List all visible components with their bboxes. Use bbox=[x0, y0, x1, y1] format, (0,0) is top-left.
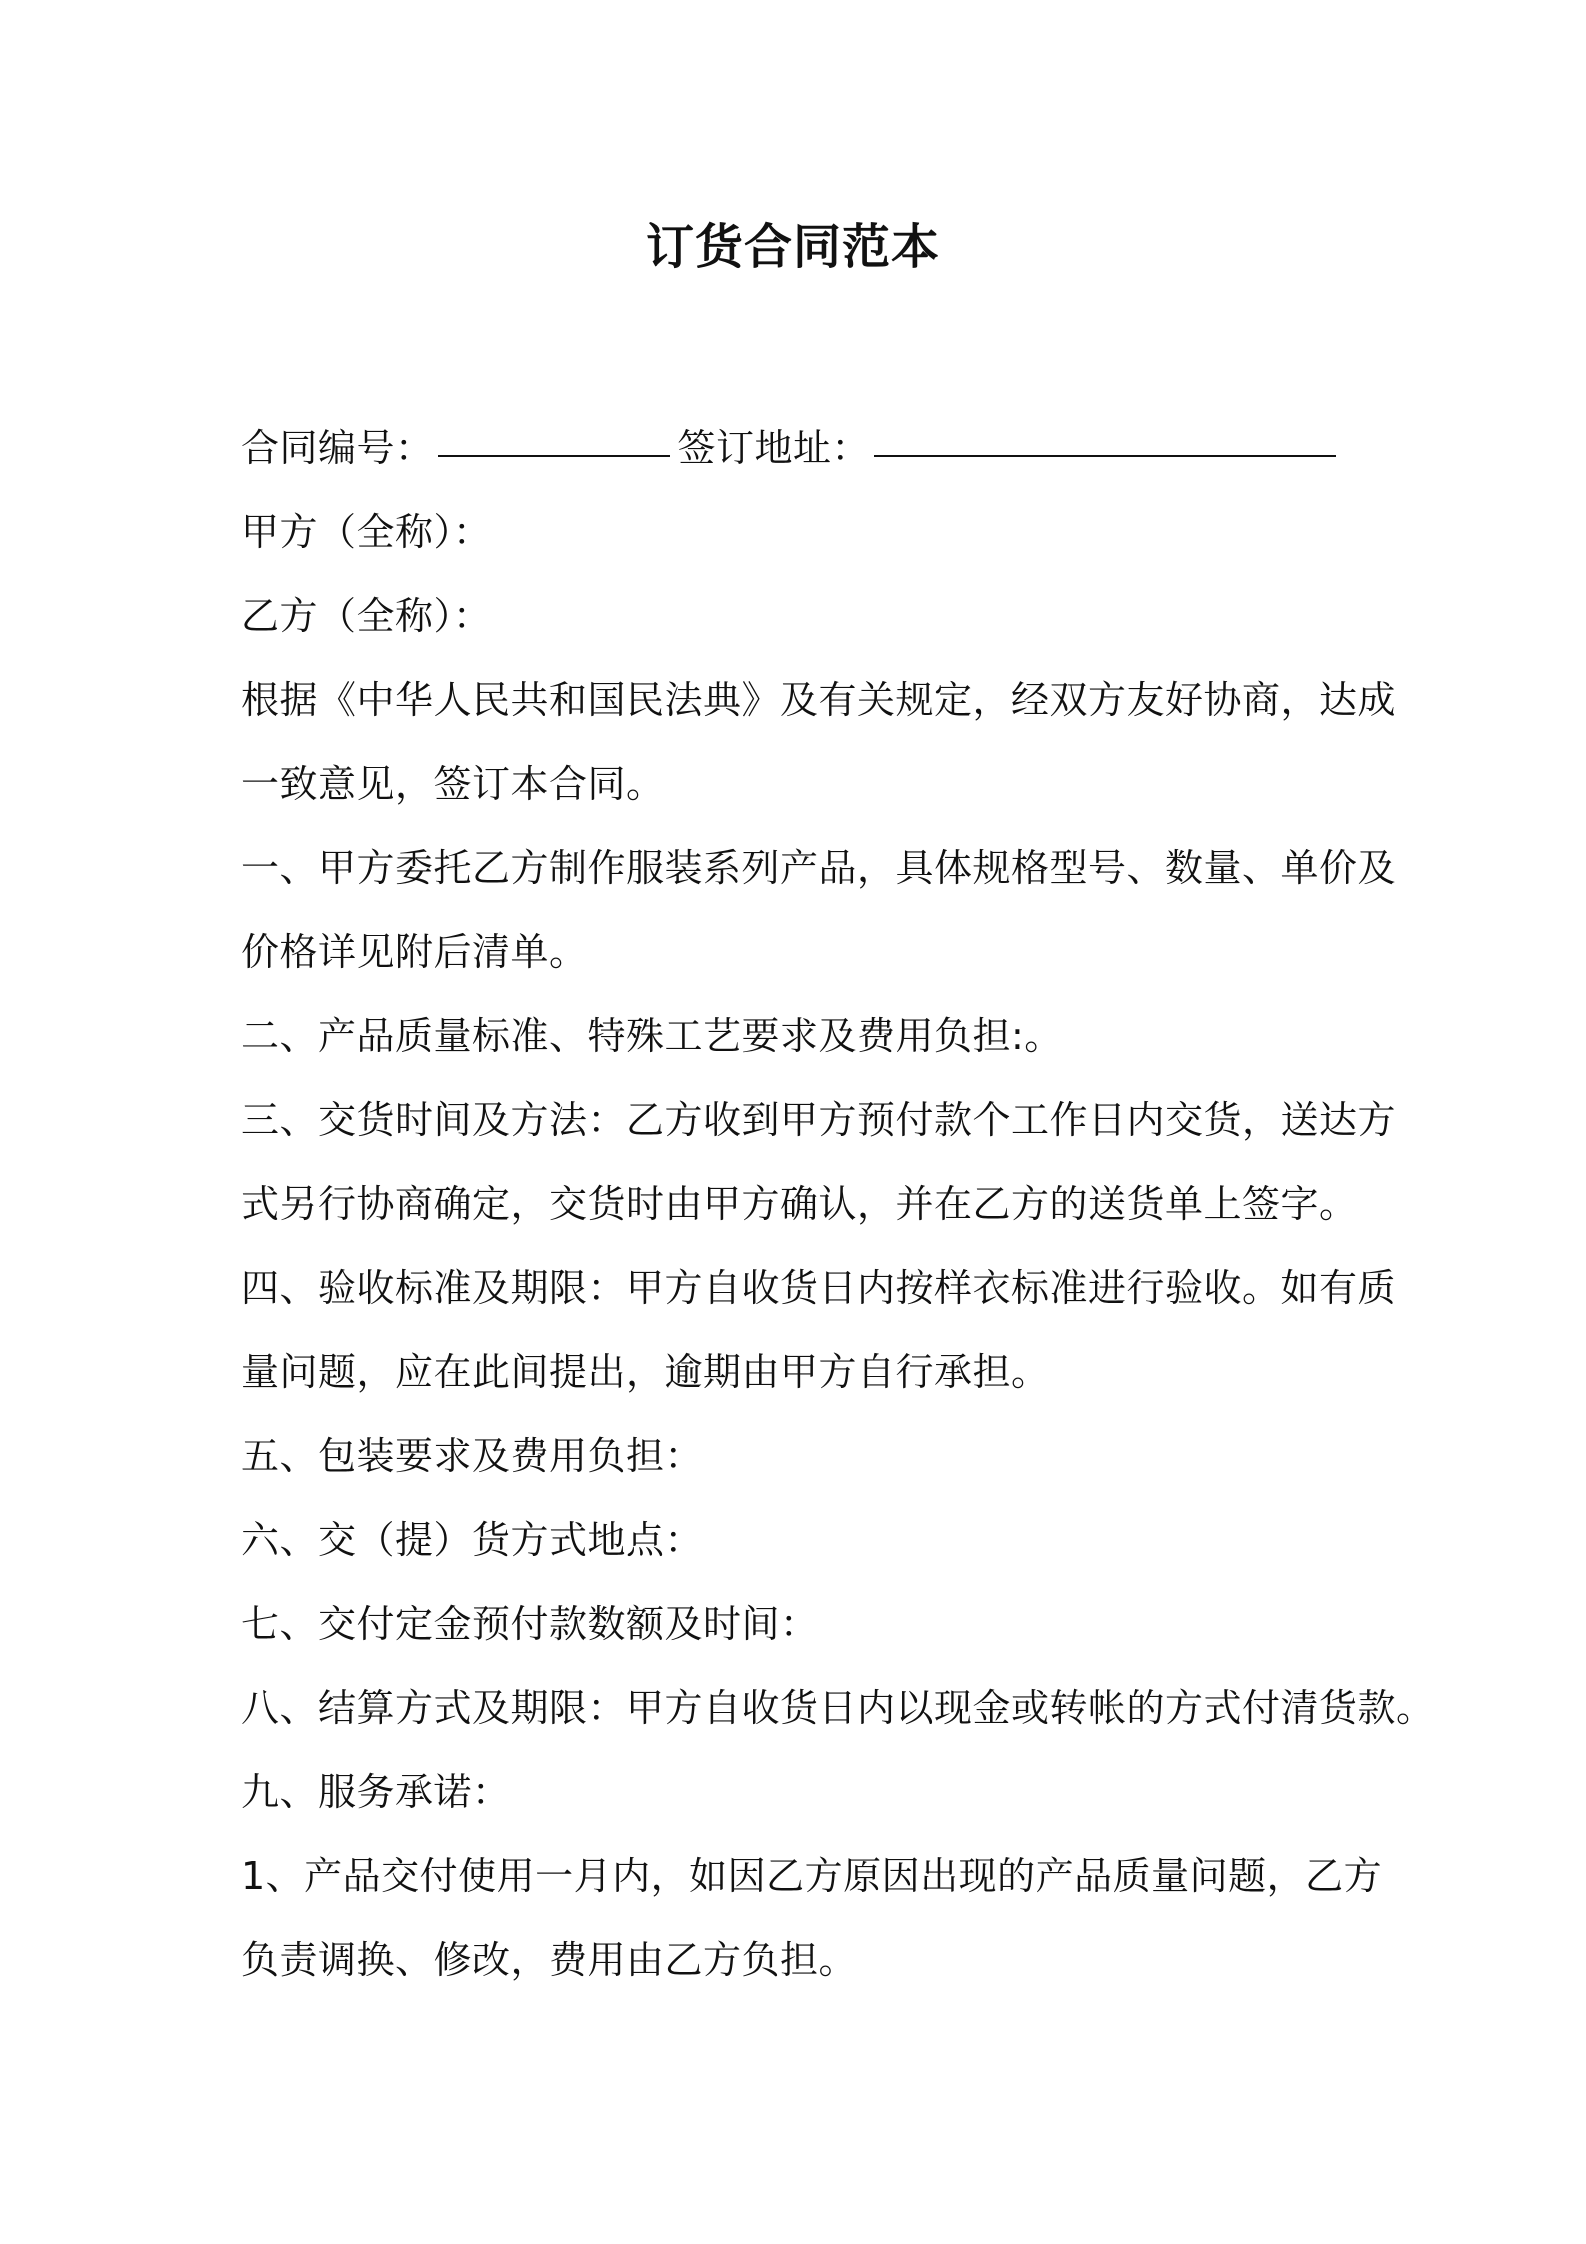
clause-3-line-2: 式另行协商确定，交货时由甲方确认，并在乙方的送货单上签字。 bbox=[241, 1182, 1358, 1226]
contract-header-line bbox=[241, 406, 1361, 490]
service-item-1-line-2: 负责调换、修改，费用由乙方负担。 bbox=[241, 1938, 858, 1982]
party-a-line: 甲方（全称）： bbox=[241, 510, 492, 554]
clause-1-line-2: 价格详见附后清单。 bbox=[241, 930, 588, 974]
clause-1-line-1: 一、甲方委托乙方制作服装系列产品，具体规格型号、数量、单价及 bbox=[241, 846, 1397, 890]
clause-9-line: 九、服务承诺： bbox=[241, 1770, 511, 1814]
document-title: 订货合同范本 bbox=[645, 219, 940, 275]
preamble-line-2: 一致意见，签订本合同。 bbox=[241, 762, 665, 806]
clause-7-line: 七、交付定金预付款数额及时间： bbox=[241, 1602, 819, 1646]
party-b-line: 乙方（全称）： bbox=[241, 594, 492, 638]
contract-no-blank bbox=[438, 417, 670, 457]
document-body bbox=[241, 406, 1435, 2002]
sign-place-blank bbox=[874, 417, 1336, 457]
clause-6-line: 六、交（提）货方式地点： bbox=[241, 1518, 704, 1562]
clause-4-line-1: 四、验收标准及期限：甲方自收货日内按样衣标准进行验收。如有质 bbox=[241, 1266, 1397, 1310]
service-item-1-line-1: 1、产品交付使用一月内，如因乙方原因出现的产品质量问题，乙方 bbox=[241, 1854, 1383, 1898]
preamble-line-1: 根据《中华人民共和国民法典》及有关规定，经双方友好协商，达成 bbox=[241, 678, 1397, 722]
clause-8-line: 八、结算方式及期限：甲方自收货日内以现金或转帐的方式付清货款。 bbox=[241, 1686, 1435, 1730]
clause-4-line-2: 量问题，应在此间提出，逾期由甲方自行承担。 bbox=[241, 1350, 1050, 1394]
sign-place-label: 签订地址： bbox=[677, 426, 871, 470]
clause-2-line: 二、产品质量标准、特殊工艺要求及费用负担:。 bbox=[241, 1014, 1063, 1058]
clause-5-line: 五、包装要求及费用负担： bbox=[241, 1434, 704, 1478]
contract-no-label: 合同编号： bbox=[241, 426, 434, 470]
clause-3-line-1: 三、交货时间及方法：乙方收到甲方预付款个工作日内交货，送达方 bbox=[241, 1098, 1397, 1142]
